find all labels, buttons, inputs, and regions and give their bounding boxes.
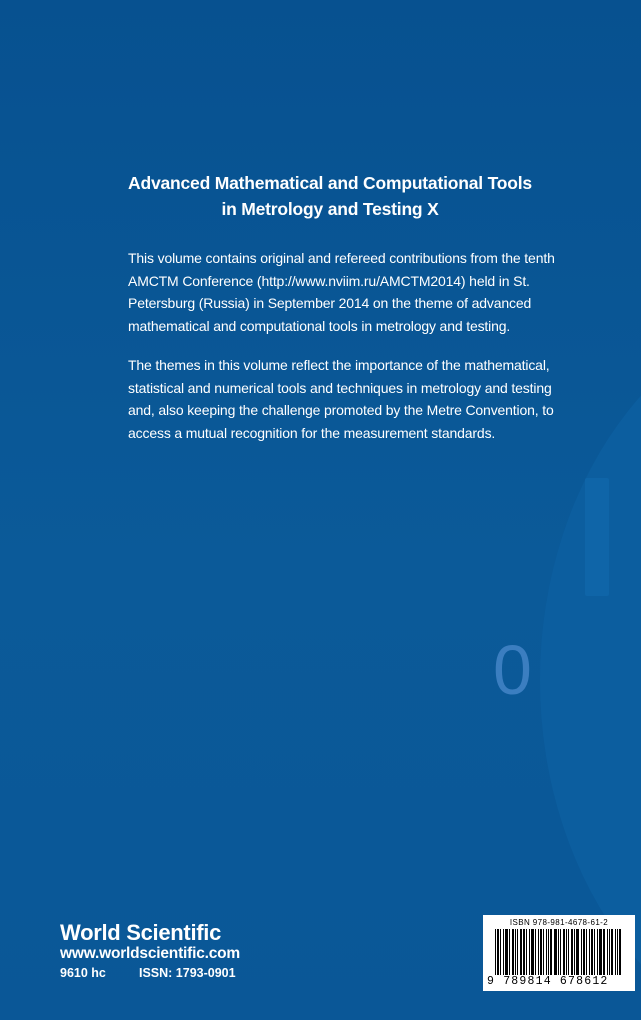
- barcode-stripe: [571, 929, 573, 975]
- barcode-stripe: [617, 929, 618, 975]
- barcode-stripe: [523, 929, 525, 975]
- barcode-stripe: [546, 929, 547, 975]
- barcode-stripe: [615, 929, 616, 975]
- barcode-stripe: [512, 929, 514, 975]
- barcode-stripe: [576, 929, 579, 975]
- title-line-1: Advanced Mathematical and Computational Tools: [128, 173, 532, 193]
- description-paragraph-2: The themes in this volume reflect the importance of the mathematical, statistical and numerical tools and techniques in metrology and testing and, also keeping the challenge promoted by the Metre Convention, to access a mutual recognition for the measurement standards.: [128, 357, 554, 441]
- barcode-stripe: [540, 929, 542, 975]
- barcode-stripe: [558, 929, 559, 975]
- barcode-stripe: [538, 929, 539, 975]
- barcode-stripe: [531, 929, 534, 975]
- decorative-digit: 0: [493, 631, 532, 709]
- barcode-stripe: [581, 929, 582, 975]
- barcode-stripe: [583, 929, 585, 975]
- barcode-stripe: [500, 929, 501, 975]
- barcode-stripe: [505, 929, 508, 975]
- description-paragraph-1: This volume contains original and refereed contributions from the tenth AMCTM Conference (http://www.nviim.ru/AMCTM2014) held in St. Petersburg (Russia) in September 2014 on the theme of advanced mathematical and computational tools in metrology and testing.: [128, 250, 555, 334]
- barcode-stripe: [589, 929, 590, 975]
- barcode-stripe: [554, 929, 557, 975]
- barcode-stripe: [520, 929, 522, 975]
- barcode-stripe: [609, 929, 610, 975]
- barcode-stripe: [497, 929, 499, 975]
- barcode-stripe: [607, 929, 608, 975]
- barcode-stripe: [495, 929, 496, 975]
- barcode-stripe: [611, 929, 613, 975]
- barcode-stripe: [586, 929, 587, 975]
- barcode-stripe: [560, 929, 561, 975]
- barcode-stripe: [543, 929, 544, 975]
- catalog-code: 9610 hc: [60, 966, 106, 980]
- barcode-stripe: [574, 929, 575, 975]
- issn-label: ISSN: 1793-0901: [139, 966, 236, 980]
- barcode-stripe: [515, 929, 516, 975]
- barcode-stripe: [526, 929, 527, 975]
- barcode: [483, 915, 635, 991]
- barcode-stripe: [517, 929, 518, 975]
- barcode-stripe: [548, 929, 549, 975]
- barcode-stripe: [550, 929, 552, 975]
- barcode-stripe: [566, 929, 567, 975]
- publisher-url: www.worldscientific.com: [60, 945, 240, 962]
- barcode-stripe: [503, 929, 504, 975]
- publisher-name: World Scientific: [60, 920, 222, 945]
- book-title: [110, 170, 550, 222]
- barcode-stripe: [591, 929, 593, 975]
- barcode-stripe: [619, 929, 621, 975]
- barcode-stripe: [603, 929, 605, 975]
- barcode-digits: 9 789814 678612: [487, 975, 609, 988]
- barcode-stripe: [563, 929, 565, 975]
- isbn-label: ISBN 978-981-4678-61-2: [509, 918, 609, 927]
- barcode-stripe: [568, 929, 569, 975]
- barcode-stripe: [529, 929, 530, 975]
- barcode-stripe: [594, 929, 595, 975]
- barcode-bars: [495, 929, 627, 975]
- barcode-stripe: [509, 929, 510, 975]
- barcode-stripe: [599, 929, 602, 975]
- barcode-stripe: [535, 929, 536, 975]
- decorative-bar: [585, 478, 609, 596]
- title-line-2: in Metrology and Testing X: [221, 199, 439, 219]
- barcode-stripe: [597, 929, 598, 975]
